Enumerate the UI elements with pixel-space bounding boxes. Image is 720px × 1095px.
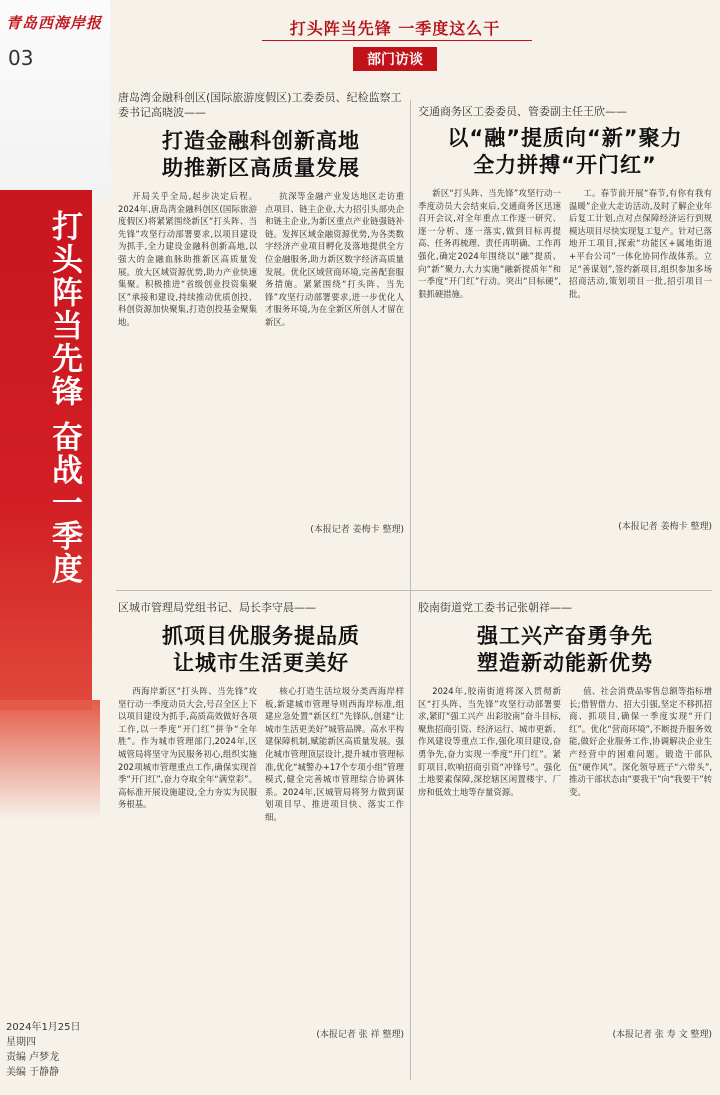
sidebar — [0, 0, 110, 1095]
headline-line: 全力拼搏“开门红” — [473, 153, 657, 177]
article-column: 工。春节前开展“春节,有你有我有温暖”企业大走访活动,及时了解企业年后复工计划,点对点保障经济运行到规模达项目尽快实现复工复产。针对已落地开工项目,探索“功能区+属地街道+平台公司”一体化协同作战体系。立足“善谋划”,签约新项目,组织参加多场招商活动,策划项目一批,招引项目一批。 — [569, 188, 712, 299]
headline-line: 让城市生活更美好 — [173, 651, 349, 675]
article-city-management — [118, 600, 404, 1085]
headline-line: 以“融”提质向“新”聚力 — [447, 126, 683, 150]
article-column: 2024年,胶南街道将深入贯彻新区“打头阵、当先锋”攻坚行动部署要求,紧盯“强工兴产 出彩胶南”奋斗目标,聚焦招商引资、经济运行、城市更新、作风建设等重点工作,强化项目建设,奋勇争先,奋力实现一季度“开门红”。紧盯项目,吹响招商引资“冲锋号”。强化土地要素保障,深挖辖区闲置楼宇、厂房和低效土地等存量资源。 — [418, 686, 561, 797]
article-body — [118, 685, 404, 1025]
article-byline: (本报记者 姜梅卡 整理) — [618, 522, 712, 532]
article-body — [418, 187, 712, 517]
article-column: 开局关乎全局,起步决定后程。2024年,唐岛湾金融科创区(国际旅游度假区)将紧紧围绕新区“打头阵、当先锋”攻坚行动部署要求,以项目建设为抓手,全力建设金融科创新高地,以强大的金融血脉助推新区高质量发展。放大区域资源优势,助力产业快速集聚。积极推进“省级创业投资集聚区”承接和建设,持续推动优质创投、科创资源加快聚集,打造创投基金聚集地。 — [118, 191, 257, 327]
article-kicker: 交通商务区工委委员、管委副主任王欣—— — [418, 105, 627, 118]
article-kicker: 胶南街道党工委书记张朝祥—— — [418, 601, 572, 614]
section-divider — [116, 590, 712, 591]
article-jiaonan — [418, 600, 712, 1085]
article-column: 西海岸新区“打头阵、当先锋”攻坚行动一季度动员大会,号召全区上下以项目建设为抓手,高质高效做好各项工作,以一季度“开门红”拼争“全年胜”。作为城市管理部门,2024年,区城管局将坚守为民服务初心,组织实施202项城市管理重点工作,确保实现首季“开门红”,奋力夺取全年“满堂彩”。高标准开展设施建设,全力夯实为民服务根基。 — [118, 686, 257, 810]
article-headline — [418, 623, 712, 677]
article-transport — [418, 104, 712, 574]
headline-line: 强工兴产奋勇争先 — [477, 624, 653, 648]
article-kicker: 区城市管理局党组书记、局长李守晨—— — [118, 601, 316, 614]
article-headline — [118, 128, 404, 182]
footer-designer: 美编 于静静 — [6, 1067, 60, 1078]
article-column: 新区“打头阵、当先锋”攻坚行动一季度动员大会结束后,交通商务区迅速召开会议,对全年重点工作逐一研究、逐一分析、逐一落实,做到目标再提高、任务再梳理、责任再明确、工作再强化,确定2024年围绕以“融”提质、向“新”聚力,大力实施“融新提质年”和一季度“开门红”行动。突出“目标硬”,狠抓硬措施。 — [418, 188, 561, 299]
masthead: 青岛西海岸报 — [6, 14, 103, 32]
headline-line: 塑造新动能新优势 — [477, 651, 653, 675]
vertical-title: 打头阵当先锋 奋战一季度 — [46, 210, 82, 586]
article-finance — [118, 90, 404, 570]
footer-weekday: 星期四 — [6, 1037, 36, 1048]
footer-date: 2024年1月25日 — [6, 1022, 81, 1033]
column-divider — [410, 100, 411, 1080]
footer-editor: 责编 卢梦龙 — [6, 1052, 60, 1063]
headline-line: 助推新区高质量发展 — [162, 156, 360, 180]
article-column: 抗深等金融产业发达地区走访重点项目、链主企业,大力招引头部央企和链主企业,为新区重点产业链强链补链。发挥区域金融资源优势,为各类数字经济产业项目孵化及落地提供全方位金融服务,助力新区数字经济高质量发展。优化区域营商环境,完善配套服务措施。紧紧围绕“打头阵、当先锋”攻坚行动部署要求,进一步优化人才服务环境,为在全新区所创人才留在新区。 — [265, 191, 404, 327]
article-column: 值、社会消费品零售总额等指标增长;借智借力、招大引强,坚定不移抓招商、抓项目,确保一季度实现“开门红”。优化“营商环境”,不断提升服务效能,做好企业服务工作,协调解决企业生产经营中的困难问题。锻造干部队伍“硬作风”。深化领导班子“六带头”,推动干部状态由“要我干”向“我要干”转变。 — [569, 686, 712, 797]
headline-line: 打造金融科创新高地 — [162, 129, 360, 153]
article-byline: (本报记者 姜梅卡 整理) — [310, 525, 404, 535]
banner-section: 部门访谈 — [353, 47, 437, 71]
article-kicker: 唐岛湾金融科创区(国际旅游度假区)工委委员、纪检监察工委书记高晓波—— — [118, 91, 402, 119]
article-headline — [418, 125, 712, 179]
article-column: 核心打造生活垃圾分类西海岸样板,新建城市管理导则西海岸标准,组建应急处置“新区红”先锋队,创建“让城市生活更美好”城管品牌。高水平构建保障机制,赋能新区高质量发展。强化城市管理顶层设计,提升城市管理标准,优化“城警办+17个专项小组”管理模式,健全完善城市管理综合协调体系。2024年,区城管局将努力做到谋划项目早、推进项目快、落实工作细。 — [265, 686, 404, 822]
article-headline — [118, 623, 404, 677]
article-byline: (本报记者 张 祥 整理) — [316, 1030, 404, 1040]
headline-line: 抓项目优服务提品质 — [162, 624, 360, 648]
article-byline: (本报记者 张 寿 文 整理) — [612, 1030, 712, 1040]
article-body — [418, 685, 712, 1025]
article-body — [118, 190, 404, 520]
top-banner — [255, 16, 535, 71]
sidebar-fade — [0, 700, 100, 820]
banner-main: 打头阵当先锋 一季度这么干 — [289, 19, 501, 38]
page-number: 03 — [8, 46, 34, 70]
footer — [6, 1020, 81, 1080]
